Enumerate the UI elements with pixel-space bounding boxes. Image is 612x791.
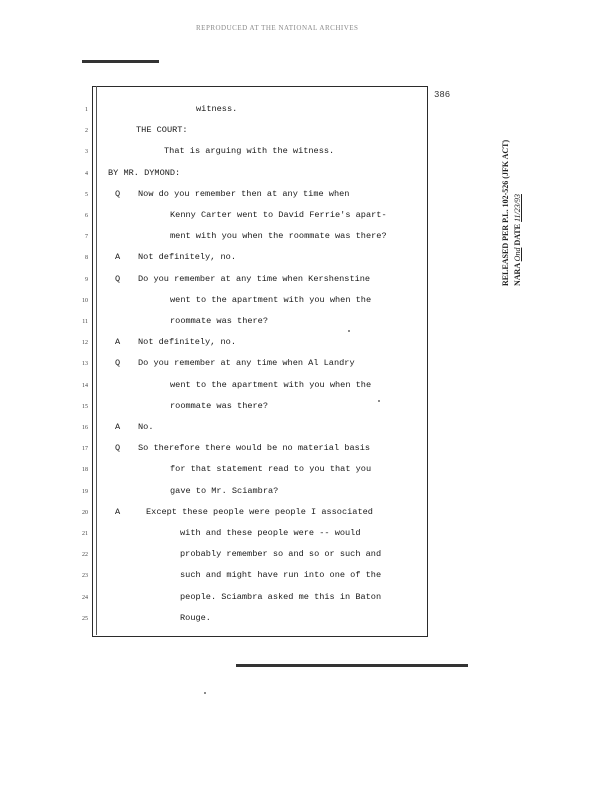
scan-speck	[378, 400, 380, 402]
transcript-line: roommate was there?	[170, 400, 268, 411]
transcript-line: Except these people were people I associated	[146, 506, 373, 517]
line-number: 7	[85, 234, 88, 241]
line-number: 20	[82, 509, 88, 516]
transcript-line: Not definitely, no.	[138, 337, 236, 348]
line-number: 12	[82, 340, 88, 347]
transcript-line: So therefore there would be no material basis	[138, 443, 371, 454]
transcript-line: probably remember so and so or such and	[180, 549, 382, 560]
transcript-line: Now do you remember then at any time when	[138, 188, 350, 199]
line-number: 6	[85, 213, 88, 219]
line-number: 5	[85, 191, 88, 198]
transcript-line: No.	[138, 422, 154, 432]
release-stamp-date-label: DATE	[513, 223, 522, 246]
line-number: 13	[82, 361, 88, 368]
release-stamp-initials: Ond	[513, 247, 522, 262]
release-stamp-nara: NARA	[513, 263, 522, 286]
line-number: 11	[82, 319, 88, 325]
transcript-line: Not definitely, no.	[138, 252, 236, 263]
speaker-marker: Q	[115, 273, 121, 284]
speaker-marker: A	[115, 337, 121, 348]
line-number: 3	[85, 149, 88, 156]
release-stamp-line-1: RELEASED PER P.L. 102-526 (JFK ACT)	[501, 139, 510, 286]
line-number: 9	[85, 276, 88, 283]
transcript-line: roommate was there?	[170, 316, 268, 326]
transcript-line: with and these people were -- would	[180, 528, 361, 538]
line-number: 19	[82, 488, 88, 495]
transcript-line: people. Sciambra asked me this in Baton	[180, 591, 382, 602]
line-number: 10	[82, 297, 88, 304]
release-stamp-date: 11/23/93	[513, 194, 522, 222]
transcript-line: Rouge.	[180, 612, 211, 623]
line-number: 21	[82, 531, 88, 537]
line-number: 22	[82, 552, 88, 559]
transcript-line: Do you remember at any time when Kershenstine	[138, 273, 371, 284]
speaker-marker: Q	[115, 443, 121, 454]
transcript-line: witness.	[196, 104, 238, 114]
transcript-line: for that statement read to you that you	[170, 464, 372, 475]
transcript-line: Do you remember at any time when Al Landry	[138, 358, 355, 369]
speaker-marker: A	[115, 422, 121, 432]
transcript-line: went to the apartment with you when the	[170, 294, 372, 305]
line-number: 15	[82, 403, 88, 410]
transcript-line: Kenny Carter went to David Ferrie's apart-	[170, 210, 387, 220]
transcript-line: THE COURT:	[136, 125, 188, 136]
speaker-marker: A	[115, 252, 121, 263]
transcript-line: went to the apartment with you when the	[170, 379, 372, 390]
line-number: 24	[82, 594, 88, 601]
bottom-rule	[236, 664, 468, 667]
transcript-line: ment with you when the roommate was there?	[170, 231, 387, 242]
line-number: 4	[85, 170, 88, 177]
transcript-line: BY MR. DYMOND:	[108, 167, 181, 178]
page-number: 386	[434, 90, 451, 100]
transcript-line: gave to Mr. Sciambra?	[170, 485, 279, 496]
speaker-marker: Q	[115, 188, 121, 199]
release-stamp-line-2	[512, 140, 524, 286]
transcript-line: such and might have run into one of the	[180, 570, 382, 581]
line-number: 16	[82, 425, 88, 431]
line-number: 8	[85, 255, 88, 262]
line-number: 17	[82, 446, 88, 453]
archive-header-stamp: REPRODUCED AT THE NATIONAL ARCHIVES	[196, 24, 359, 32]
scan-speck	[204, 692, 206, 694]
scan-speck	[348, 330, 350, 332]
transcript-frame-inner-rule	[96, 86, 97, 635]
speaker-marker: A	[115, 506, 121, 517]
line-number: 18	[82, 467, 88, 474]
line-number: 14	[82, 382, 88, 389]
transcript-line: That is arguing with the witness.	[164, 146, 335, 157]
line-number: 2	[85, 128, 88, 135]
line-number: 25	[82, 615, 88, 622]
speaker-marker: Q	[115, 358, 121, 369]
top-rule	[82, 60, 159, 63]
line-number: 1	[85, 107, 88, 113]
line-number: 23	[82, 573, 88, 580]
